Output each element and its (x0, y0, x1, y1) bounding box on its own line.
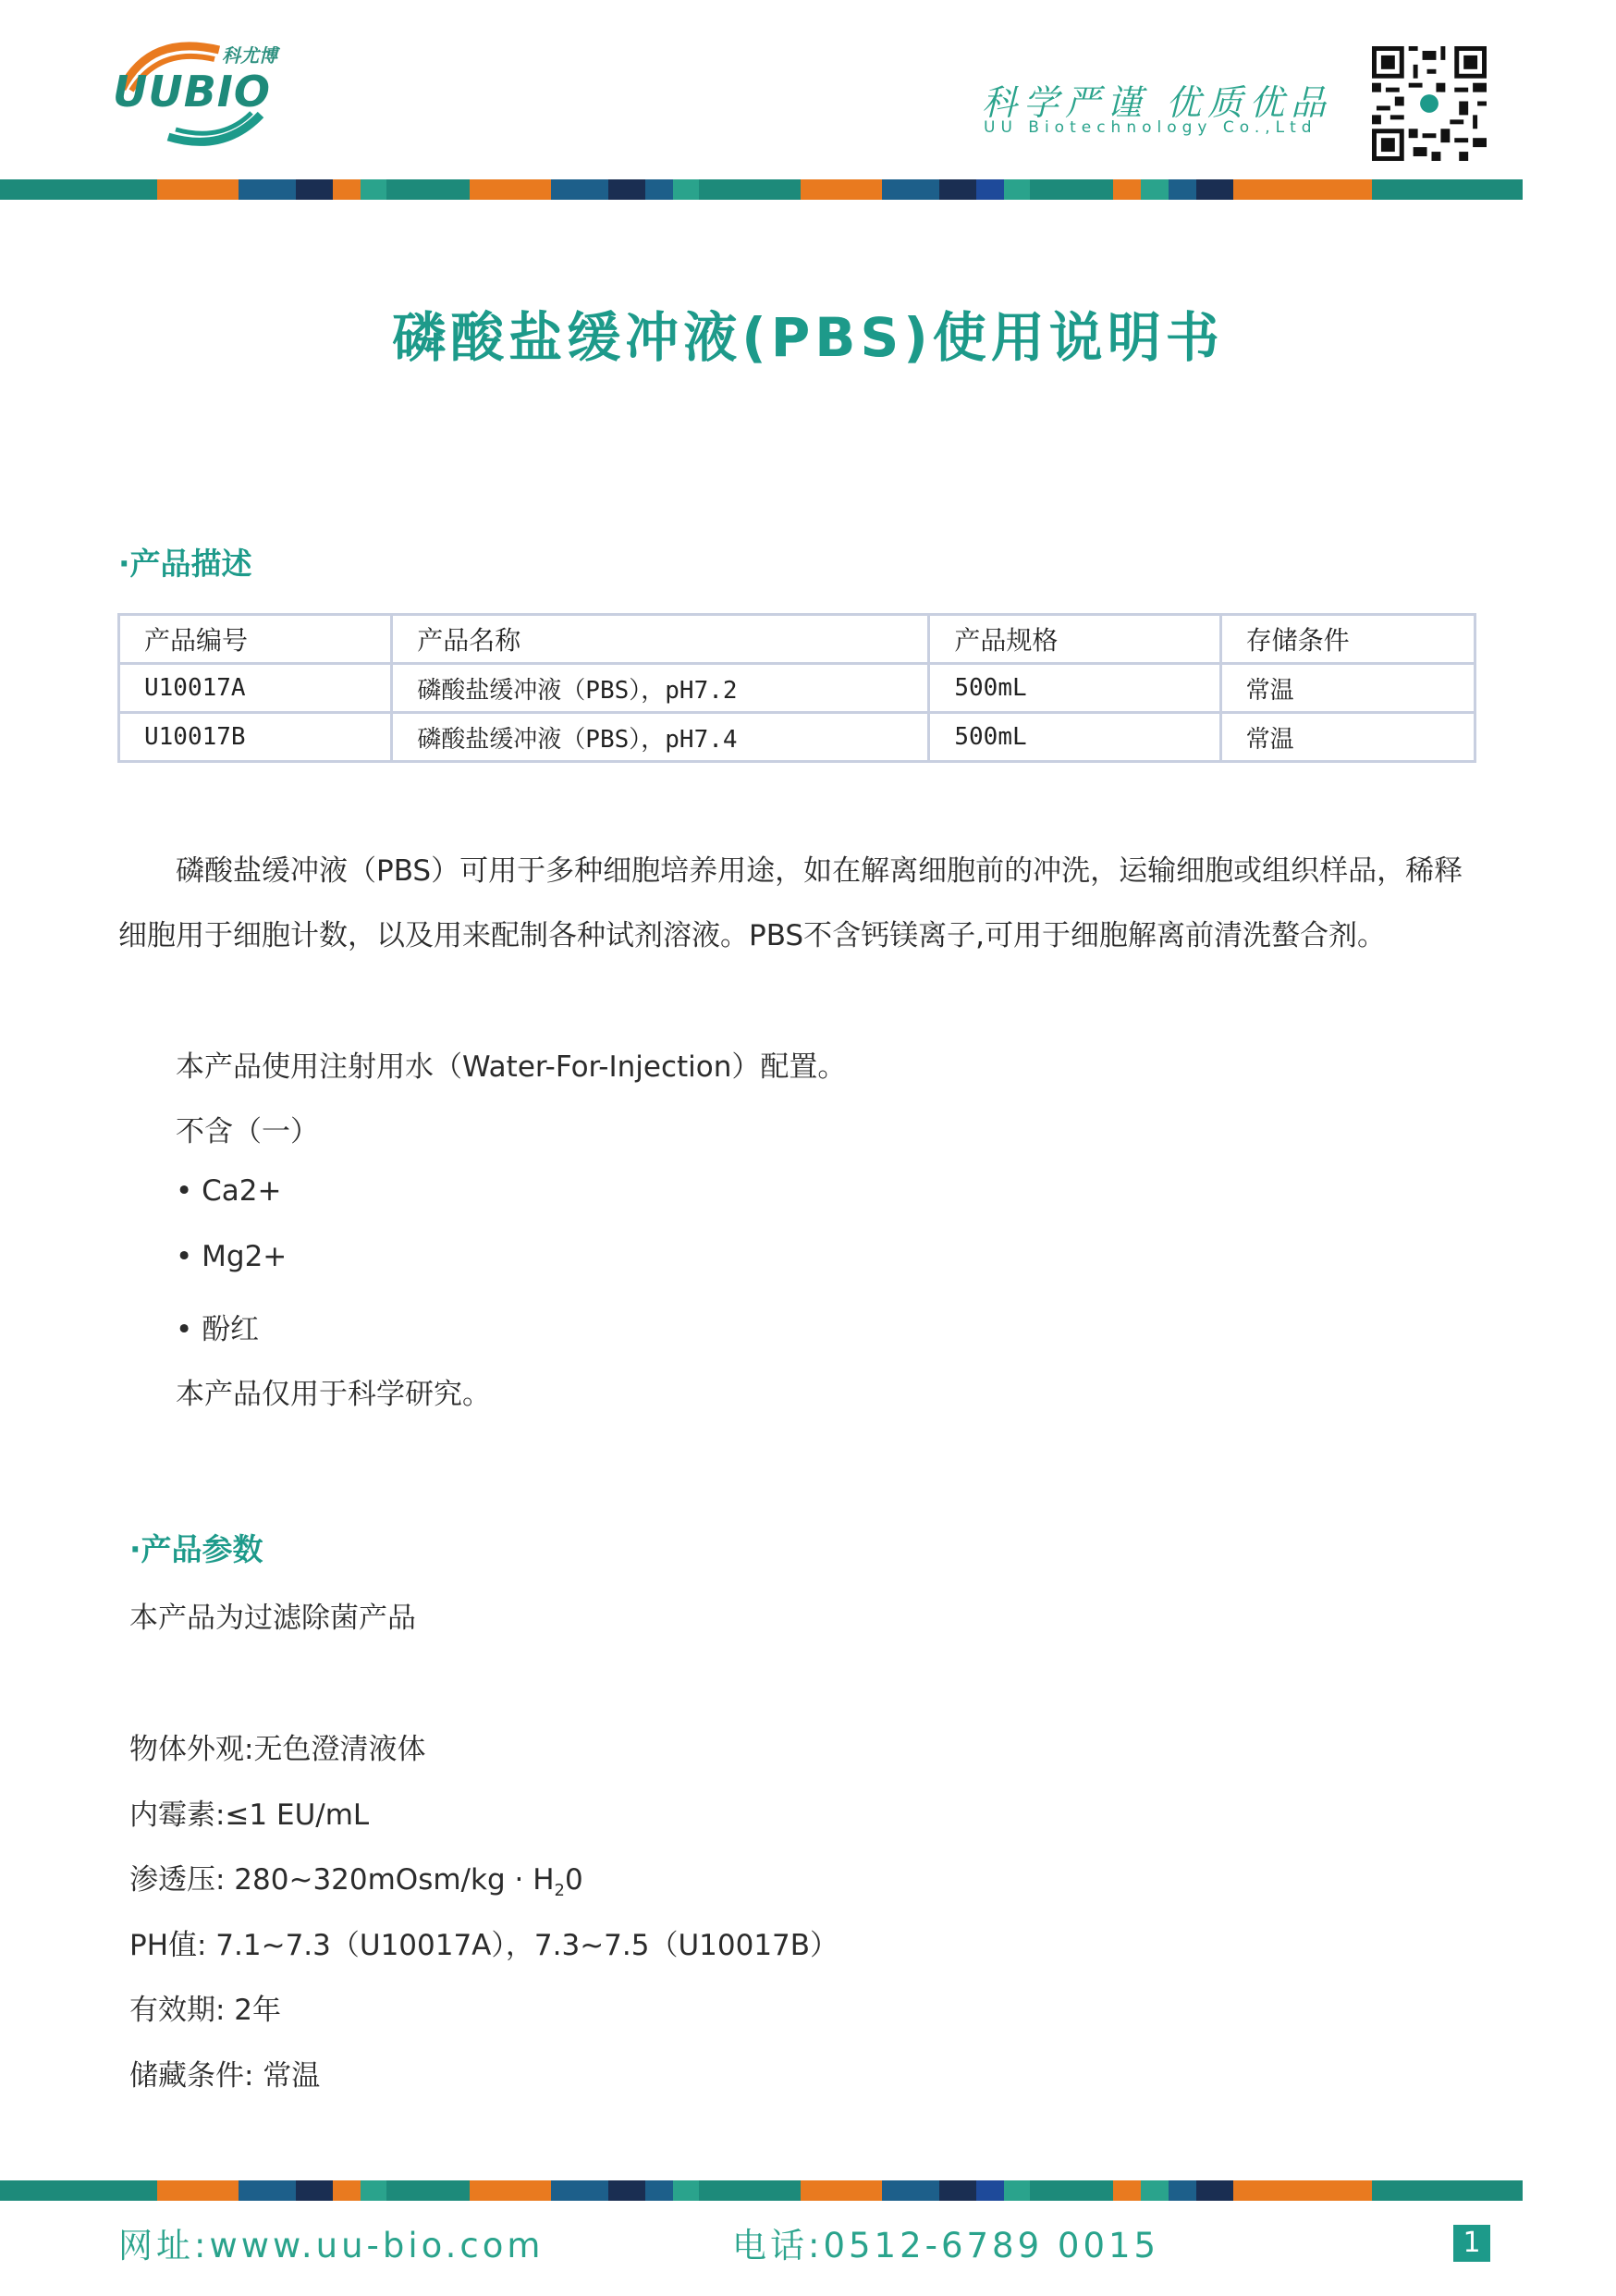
bullet-item: • 酚红 (176, 1313, 260, 1346)
table-cell: U10017A (119, 664, 392, 713)
osmolality-suffix: 0 (564, 1863, 583, 1897)
bullet-item: • Ca2+ (176, 1174, 282, 1208)
table-row (119, 664, 1475, 713)
company-logo (113, 33, 298, 153)
logo-chinese-name: 科尤博 (222, 44, 277, 67)
table-row (119, 713, 1475, 762)
document-title: 磷酸盐缓冲液(PBS)使用说明书 (392, 306, 1224, 369)
table-cell: 500mL (929, 713, 1220, 762)
footer-website[interactable]: 网址:www.uu-bio.com (118, 2226, 545, 2265)
product-spec-table (117, 613, 1476, 763)
table-cell: 磷酸盐缓冲液（PBS），pH7.4 (392, 713, 929, 762)
header-color-stripe (0, 179, 1616, 200)
table-cell: U10017B (119, 713, 392, 762)
company-english-name: UU Biotechnology Co.,Ltd (984, 118, 1317, 137)
section-heading-parameters: ·产品参数 (129, 1531, 263, 1567)
param-ph: PH值: 7.1~7.3（U10017A），7.3~7.5（U10017B） (129, 1929, 839, 1962)
table-header-cell: 产品编号 (119, 615, 392, 664)
table-cell: 磷酸盐缓冲液（PBS），pH7.2 (392, 664, 929, 713)
param-appearance: 物体外观:无色澄清液体 (129, 1733, 426, 1766)
description-paragraph-line-2: 细胞用于细胞计数，以及用来配制各种试剂溶液。PBS不含钙镁离子,可用于细胞解离前清洗螯合剂。 (118, 919, 1386, 952)
description-paragraph-line-1: 磷酸盐缓冲液（PBS）可用于多种细胞培养用途，如在解离细胞前的冲洗，运输细胞或组织样品，稀释 (176, 854, 1463, 888)
sterile-note: 本产品为过滤除菌产品 (129, 1602, 416, 1635)
bullet-item: • Mg2+ (176, 1240, 288, 1273)
param-endotoxin: 内霉素:≤1 EU/mL (129, 1799, 370, 1832)
slogan: 科学严谨 优质优品 (982, 82, 1333, 123)
table-cell: 常温 (1220, 713, 1475, 762)
table-header-cell: 存储条件 (1220, 615, 1475, 664)
excludes-label: 不含（一） (176, 1115, 319, 1148)
osmolality-text: 渗透压: 280~320mOsm/kg · H (129, 1863, 555, 1897)
logo-text: UUBIO (113, 67, 271, 117)
table-header-cell: 产品名称 (392, 615, 929, 664)
page-number: 1 (1453, 2225, 1490, 2262)
qr-code-icon (1372, 46, 1487, 161)
table-cell: 500mL (929, 664, 1220, 713)
table-header-cell: 产品规格 (929, 615, 1220, 664)
footer-phone: 电话:0512-6789 0015 (732, 2226, 1160, 2265)
table-cell: 常温 (1220, 664, 1475, 713)
research-use-note: 本产品仅用于科学研究。 (176, 1378, 491, 1411)
param-storage: 储藏条件: 常温 (129, 2059, 321, 2093)
water-note: 本产品使用注射用水（Water-For-Injection）配置。 (176, 1050, 847, 1084)
param-osmolality (129, 1856, 583, 1900)
param-validity: 有效期: 2年 (129, 1994, 282, 2027)
table-header-row (119, 615, 1475, 664)
osmolality-subscript: 2 (554, 1881, 565, 1901)
footer-color-stripe (0, 2180, 1616, 2201)
section-heading-description: ·产品描述 (118, 546, 252, 582)
